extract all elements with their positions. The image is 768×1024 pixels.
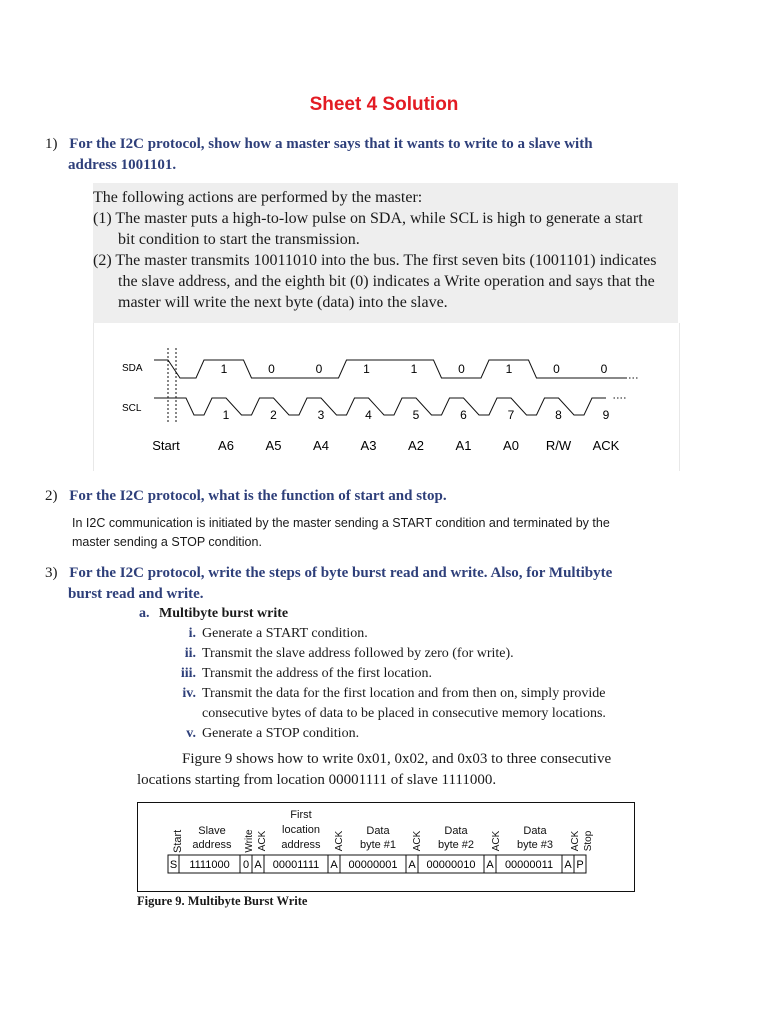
bit-field-label: R/W [545,438,572,453]
excerpt-step-2-line-2: the slave address, and the eighth bit (0) indicates a Write operation and says that the [118,273,655,290]
answer-2-line-2: master sending a STOP condition. [72,535,262,549]
step-item: iv. Transmit the data for the first location and from then on, simply provide [182,686,606,701]
bit-field-label: A4 [313,438,329,453]
sda-bit-label: 1 [410,362,418,376]
header-ack-3: ACK [412,830,423,852]
frame-cell-text: 00000001 [348,859,398,871]
frame-cell-text: A [408,859,416,871]
header-write: Write [244,829,255,853]
question-1-line-1: For the I2C protocol, show how a master says that it wants to write to a slave with [69,136,593,152]
answer-2-line-1: In I2C communication is initiated by the master sending a START condition and terminated by the [72,516,610,530]
step-item: i. Generate a START condition. [188,626,368,641]
bit-field-label: A6 [218,438,234,453]
header-data-1: Data [366,825,390,837]
frame-cell-text: A [254,859,262,871]
header-slave-address: address [192,839,232,851]
header-byte-1: byte #1 [359,839,397,851]
scl-clock-number: 9 [602,408,610,422]
scl-label: SCL [122,403,142,414]
question-2-text: For the I2C protocol, what is the function of start and stop. [69,488,447,504]
frame-cell-text: A [486,859,494,871]
frame-cell-text: 00000011 [504,859,554,871]
step-item: v. Generate a STOP condition. [186,726,360,741]
frame-cell-text: 0 [242,859,250,871]
sda-label: SDA [122,363,143,374]
scl-clock-number: 8 [555,408,562,422]
header-ack-5: ACK [570,830,581,852]
burst-write-steps [170,624,690,744]
figure-9-svg [138,803,634,891]
textbook-excerpt [93,183,678,323]
excerpt-step-2-line-3: master will write the next byte (data) into the slave. [118,294,448,311]
sda-bit-label: 1 [505,362,513,376]
frame-cell-text: A [564,859,572,871]
question-2-answer [72,514,692,552]
sda-bit-label: 1 [363,362,370,376]
header-data-3: Data [523,825,547,837]
question-3-number: 3) [45,565,58,581]
question-3-line-2: burst read and write. [68,586,204,602]
subsection-a [139,604,288,624]
step-item: ii. Transmit the slave address followed by zero (for write). [184,646,514,661]
bit-field-label: Start [152,438,180,453]
sda-bit-label: 0 [315,362,323,376]
question-1-line-2: address 1001101. [68,157,177,173]
sda-bit-label: 0 [268,362,275,376]
header-address: address [281,839,321,851]
excerpt-step-1-line-2: bit condition to start the transmission. [118,231,360,248]
step-item-continued: consecutive bytes of data to be placed in consecutive memory locations. [202,706,606,721]
sda-bit-label: 0 [553,362,560,376]
header-start: Start [172,829,184,853]
excerpt-step-2-line-1: (2) The master transmits 10011010 into the bus. The first seven bits (1001101) indicates [93,252,657,269]
excerpt-step-1-line-1: (1) The master puts a high-to-low pulse on SDA, while SCL is high to generate a start [93,210,643,227]
question-2-number: 2) [45,488,58,504]
excerpt-intro: The following actions are performed by the master: [93,189,423,206]
header-byte-3: byte #3 [516,839,554,851]
scl-clock-number: 3 [317,408,325,422]
question-3 [45,563,705,605]
question-1-number: 1) [45,136,58,152]
figure-9-frame [137,802,635,892]
frame-cell-text: A [330,859,338,871]
header-location: location [282,824,320,836]
scl-clock-number: 5 [412,408,420,422]
frame-cell-text: P [576,859,584,871]
scl-clock-number: 1 [222,408,230,422]
figure-9-caption: Figure 9. Multibyte Burst Write [137,894,308,908]
frame-cell-text: 00000010 [426,859,476,871]
header-slave: Slave [198,825,226,837]
header-data-2: Data [444,825,468,837]
frame-cell-text: 1111000 [189,859,230,871]
sda-bit-label: 0 [600,362,608,376]
scl-clock-number: 2 [270,408,277,422]
header-stop: Stop [583,830,594,852]
page-title: Sheet 4 Solution [309,94,459,115]
frame-cell-text: 00001111 [272,859,320,871]
header-ack-1: ACK [257,830,268,852]
question-2 [45,486,705,507]
question-1 [45,134,705,176]
step-item: iii. Transmit the address of the first location. [180,666,433,681]
scl-clock-number: 6 [460,408,467,422]
description-line-2: locations starting from location 00001111 of slave 1111000. [137,772,497,788]
subsection-a-label: a. [139,606,150,621]
header-ack-2: ACK [334,830,345,852]
header-first: First [290,809,312,821]
bit-field-label: A2 [408,438,424,453]
header-ack-4: ACK [491,830,502,852]
sda-bit-label: 1 [220,362,228,376]
figure-9-description [137,749,677,791]
bit-field-label: A1 [455,438,472,453]
i2c-timing-diagram [93,323,680,471]
timing-diagram-svg [94,323,679,471]
sda-bit-label: 0 [458,362,465,376]
scl-clock-number: 4 [365,408,372,422]
description-line-1: Figure 9 shows how to write 0x01, 0x02, and 0x03 to three consecutive [182,751,612,767]
scl-clock-number: 7 [507,408,515,422]
bit-field-label: A0 [503,438,519,453]
bit-field-label: A3 [360,438,377,453]
subsection-a-title: Multibyte burst write [159,606,289,621]
question-3-line-1: For the I2C protocol, write the steps of byte burst read and write. Also, for Multibyte [69,565,613,581]
header-byte-2: byte #2 [437,839,475,851]
bit-field-label: ACK [592,438,620,453]
frame-cell-text: S [169,859,178,871]
bit-field-label: A5 [265,438,282,453]
